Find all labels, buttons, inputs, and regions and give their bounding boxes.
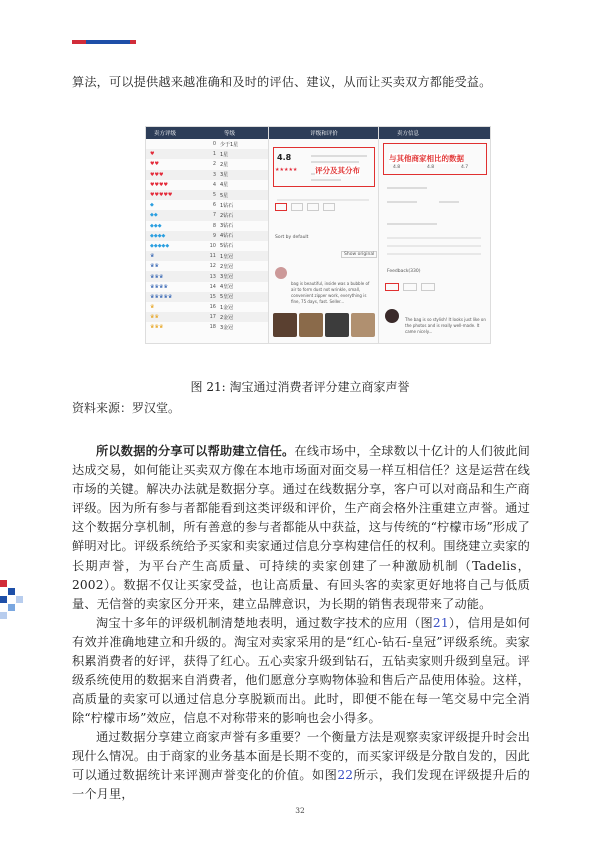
rating-level: 3金冠: [220, 324, 234, 331]
reviewer-avatar: [275, 267, 287, 279]
rating-level: 2星: [220, 161, 229, 168]
crown-rating-icon: ♛♛: [150, 263, 159, 270]
table-row: [146, 302, 268, 312]
figure-caption: 图 21: 淘宝通过消费者评分建立商家声誉: [190, 380, 410, 394]
crown-rating-icon: ♛♛♛: [150, 273, 164, 280]
rating-number: 2: [212, 161, 216, 168]
rating-level: 1钻石: [220, 202, 234, 209]
rating-stars: ★★★★★: [275, 167, 298, 173]
rating-number: 8: [212, 222, 216, 229]
table-row: [146, 312, 268, 322]
rating-level: 2金冠: [220, 314, 234, 321]
rating-number: 16: [209, 304, 216, 311]
heart-rating-icon: ♥♥♥: [150, 171, 164, 178]
filter-chip[interactable]: [421, 283, 435, 291]
heart-rating-icon: ♥♥♥♥♥: [150, 192, 173, 199]
table-row: [146, 200, 268, 210]
rating-number: 5: [212, 192, 216, 199]
review-photo: [273, 313, 297, 337]
diamond-rating-icon: ◆◆◆◆◆: [150, 242, 170, 249]
figure-21: [145, 126, 491, 344]
review-photo: [351, 313, 375, 337]
review-photo: [299, 313, 323, 337]
rating-level: 3星: [220, 172, 229, 179]
crown-rating-icon: ♛♛♛♛: [150, 283, 168, 290]
rating-number: 4: [212, 181, 216, 188]
rating-number: 9: [212, 232, 216, 239]
stat-1: 4.8: [393, 165, 401, 170]
crown-rating-icon: ♛♛♛♛♛: [150, 293, 173, 300]
table-row: [146, 322, 268, 332]
table-header: [146, 127, 268, 139]
gold-rating-icon: ♛♛♛: [150, 324, 164, 331]
table-row: [146, 241, 268, 251]
review-text: bag is beautiful, inside was a bubble of air to form dust not wrinkle, small, convenient zipper work, everything is fine, 75 days, fast. Seller...: [291, 281, 370, 304]
feedback-label: Feedback(330): [387, 269, 421, 274]
table-row: [146, 292, 268, 302]
rating-level: 少于1星: [220, 141, 239, 148]
rating-level: 4钻石: [220, 233, 234, 240]
ratings-reviews-screen: [268, 127, 379, 343]
table-row: [146, 282, 268, 292]
table-row: [146, 231, 268, 241]
stat-2: 4.8: [427, 165, 435, 170]
table-row: [146, 139, 268, 149]
show-original-button[interactable]: Show original: [341, 251, 377, 258]
rating-level: 5皇冠: [220, 294, 234, 301]
table-row: [146, 261, 268, 271]
paragraph-1-lead: 所以数据的分享可以帮助建立信任。: [96, 444, 295, 458]
rating-number: 1: [212, 151, 216, 158]
col-header-level: 等级: [224, 131, 236, 137]
review-photo: [325, 313, 349, 337]
rating-level: 1皇冠: [220, 253, 234, 260]
paragraph-1: [72, 442, 530, 614]
rating-number: 6: [212, 202, 216, 209]
filter-chip[interactable]: [403, 283, 417, 291]
seller-rating-table: [146, 127, 268, 343]
rating-level: 2钻石: [220, 212, 234, 219]
app-header: [379, 127, 491, 139]
table-row: [146, 251, 268, 261]
diamond-rating-icon: ◆◆◆◆: [150, 232, 166, 239]
rating-number: 18: [209, 324, 216, 331]
rating-level: 4皇冠: [220, 284, 234, 291]
rating-level: 4星: [220, 182, 229, 189]
table-row: [146, 221, 268, 231]
rating-number: 11: [209, 253, 216, 260]
intro-line: 算法，可以提供越来越准确和及时的评估、建议，从而让买卖双方都能受益。: [72, 75, 492, 89]
paragraph-3: 通过数据分享建立商家声誉有多重要？一个衡量方法是观察卖家评级提升时会出现什么情况。由于商家的业务基本面是长期不变的，而买家评级是分散自发的，因此可以通过数据统计来评测声誉变化的价值。如图22所示，我们发现在评级提升后的一个月里，: [72, 730, 530, 802]
rating-number: 17: [209, 314, 216, 321]
table-row: [146, 180, 268, 190]
rating-number: 14: [209, 283, 216, 290]
filter-chip[interactable]: [275, 203, 287, 211]
review-text: The bag is so stylish! It looks just like on the photos and is really well-made. It came nicely...: [405, 317, 486, 334]
diamond-rating-icon: ◆◆: [150, 212, 158, 219]
figure-source: 资料来源：罗汉堂。: [72, 401, 181, 415]
rating-number: 10: [209, 242, 216, 249]
filter-chip[interactable]: [385, 283, 399, 291]
table-row: [146, 271, 268, 281]
paragraph-1-body: 在线市场中，全球数以十亿计的人们彼此间达成交易，如何能让买卖双方像在本地市场面对面交易一样互相信任？这是运营在线市场的关键。解决办法就是数据分享。通过在线数据分享，客户可以对商品和生产商评级。因为所有参与者都能看到这类评级和评价，生产商会格外注重建立声誉。通过这个数据分享机制，所有善意的参与者都能从中获益，这与传统的“柠檬市场”形成了鲜明对比。评级系统给予买家和卖家通过信息分享构建信任的权利。围绕建立卖家的长期声誉，为平台产生高质量、可持续的卖家创建了一种激励机制（Tadelis，2002）。数据不仅让买家受益，也让高质量、有回头客的卖家更好地将自己与低质量、无信誉的卖家区分开来，建立品牌意识，为长期的销售表现带来了动能。: [72, 444, 530, 611]
sort-dropdown[interactable]: Sort by default: [275, 235, 309, 240]
rating-level: 2皇冠: [220, 263, 234, 270]
app-header: [269, 127, 379, 139]
filter-chip[interactable]: [323, 203, 335, 211]
heart-rating-icon: ♥♥♥♥: [150, 181, 168, 188]
rating-number: 12: [209, 263, 216, 270]
gold-rating-icon: ♛: [150, 304, 155, 311]
table-row: [146, 170, 268, 180]
rating-level: 3皇冠: [220, 274, 234, 281]
header-accent-bar-blue: [86, 40, 130, 44]
rating-number: 15: [209, 293, 216, 300]
page-number: 32: [295, 806, 305, 815]
table-row: [146, 149, 268, 159]
stat-3: 4.7: [461, 165, 469, 170]
rating-level: 5星: [220, 192, 229, 199]
table-body: [146, 139, 268, 333]
reviewer-avatar: [385, 309, 399, 323]
filter-chip[interactable]: [307, 203, 319, 211]
highlight-label-compare: 与其他商家相比的数据: [389, 154, 464, 163]
table-row: [146, 190, 268, 200]
paragraph-2: 淘宝十多年的评级机制清楚地表明，通过数字技术的应用（图21），信用是如何有效并准确地建立和升级的。淘宝对卖家采用的是“红心-钻石-皇冠”评级系统。卖家积累消费者的好评，获得了红心。五心卖家升级到钻石，五钻卖家则升级到皇冠。评级系统使用的数据来自消费者，他们愿意分享购物体验和售后产品使用体验。这样，高质量的卖家可以通过信息分享脱颖而出。此时，即便不能在每一笔交易中完全消除“柠檬市场”效应，信息不对称带来的影响也会小得多。: [72, 616, 530, 726]
table-row: [146, 159, 268, 169]
heart-rating-icon: ♥♥: [150, 161, 159, 168]
crown-rating-icon: ♛: [150, 253, 155, 260]
rating-score: 4.8: [277, 153, 292, 162]
figure-ref-21[interactable]: 21: [432, 616, 449, 630]
highlight-label-rating: 评分及其分布: [315, 166, 360, 175]
rating-level: 1星: [220, 151, 229, 158]
col-header-rating: 卖方评级: [154, 131, 177, 137]
filter-chip[interactable]: [291, 203, 303, 211]
rating-number: 7: [212, 212, 216, 219]
rating-number: 13: [209, 273, 216, 280]
seller-info-screen: [378, 127, 491, 343]
gold-rating-icon: ♛♛: [150, 314, 159, 321]
heart-rating-icon: ♥: [150, 151, 155, 158]
table-row: [146, 210, 268, 220]
rating-level: 1金冠: [220, 304, 234, 311]
rating-level: 3钻石: [220, 223, 234, 230]
app-header-title: 评级和评价: [310, 131, 338, 137]
rating-number: 3: [212, 171, 216, 178]
diamond-rating-icon: ◆◆◆: [150, 222, 162, 229]
diamond-rating-icon: ◆: [150, 202, 154, 209]
rating-number: 0: [212, 141, 216, 148]
figure-ref-22[interactable]: 22: [337, 768, 354, 783]
rating-level: 5钻石: [220, 243, 234, 250]
app-header-title: 卖方信息: [397, 131, 420, 137]
